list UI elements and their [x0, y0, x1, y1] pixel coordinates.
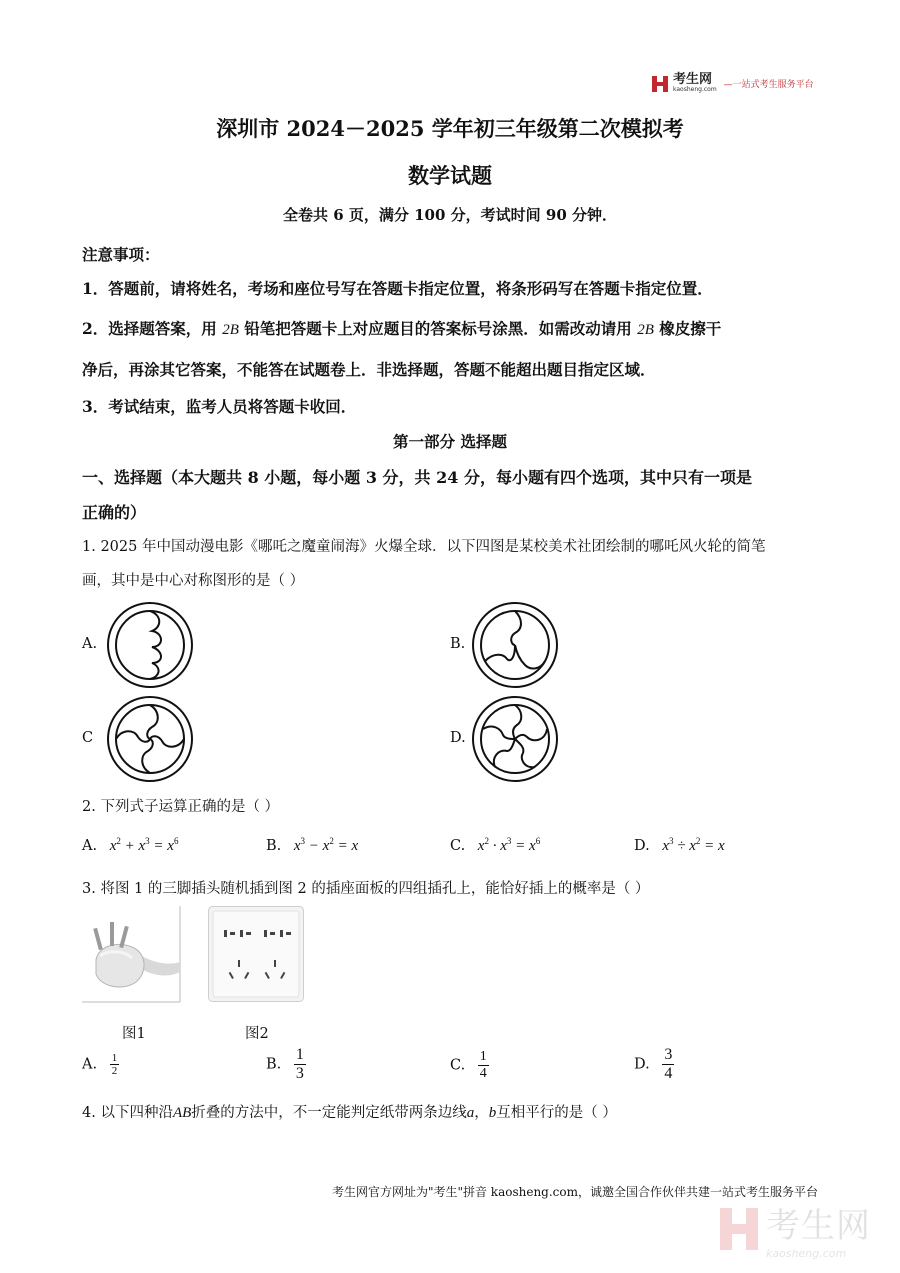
q2-option-c-label: C. [450, 838, 466, 854]
q2-option-a-expr: $x^2 + x^3 = x^6$ [109, 836, 179, 854]
note-2 [82, 317, 721, 339]
q1-option-a-wheel-figure[interactable] [106, 601, 194, 689]
note-2-part-a: 2．选择题答案，用 [82, 319, 217, 338]
notes-heading: 注意事项： [82, 245, 160, 264]
q1-option-b-label[interactable]: B. [450, 636, 466, 652]
q4-stem: 4. 以下四种沿AB折叠的方法中，不一定能判定纸带两条边线a，b互相平行的是（ ） [82, 1105, 617, 1121]
note-2-var-2: 2B [637, 322, 654, 338]
section-heading-2: 正确的） [82, 503, 147, 522]
q4-var-b: b [488, 1105, 497, 1121]
q1-stem-2: 画，其中是中心对称图形的是（ ） [82, 573, 305, 589]
watermark-text: 考生网 [766, 1206, 871, 1246]
q3-option-d[interactable] [634, 1046, 674, 1083]
section-heading: 一、选择题（本大题共 8 小题，每小题 3 分，共 24 分，每小题有四个选项，其中只有一项是 [82, 468, 752, 487]
exam-title: 深圳市 2024－2025 学年初三年级第二次模拟考 [216, 116, 684, 141]
note-2-part-b: 铅笔把答题卡上对应题目的答案标号涂黑．如需改动请用 [244, 319, 632, 338]
q2-option-b[interactable] [266, 836, 358, 855]
q2-option-b-label: B. [266, 838, 282, 854]
q3-figure-2-caption: 图2 [245, 1026, 269, 1042]
part-heading: 第一部分 选择题 [393, 432, 507, 451]
q2-option-c[interactable] [450, 836, 540, 855]
kaosheng-logo[interactable] [651, 74, 814, 93]
q3-option-b-label: B. [266, 1056, 282, 1073]
q3-option-b[interactable] [266, 1046, 306, 1083]
q4-var-a: a [466, 1105, 475, 1121]
q2-option-c-expr: $x^2 \cdot x^3 = x^6$ [477, 836, 541, 854]
q3-option-d-fraction: $\frac{3}{4}$ [664, 1046, 673, 1082]
q2-option-d-label: D. [634, 838, 650, 854]
q3-option-a-label: A. [82, 1056, 98, 1073]
note-2-continued: 净后，再涂其它答案，不能答在试题卷上．非选择题，答题不能超出题目指定区域． [82, 360, 656, 379]
q3-option-c[interactable] [450, 1049, 489, 1082]
q2-option-b-expr: $x^3 - x^2 = x$ [293, 836, 359, 854]
q1-option-c-label[interactable]: C [82, 730, 94, 746]
logo-name: 考生网 [673, 72, 713, 87]
q1-option-b-wheel-figure[interactable] [471, 601, 559, 689]
q3-figure-2-socket-image [208, 906, 304, 1002]
q2-option-a[interactable] [82, 836, 178, 855]
note-1: 1．答题前，请将姓名，考场和座位号写在答题卡指定位置，将条形码写在答题卡指定位置． [82, 279, 713, 298]
note-3: 3．考试结束，监考人员将答题卡收回． [82, 397, 357, 416]
kaosheng-logo-icon [651, 75, 669, 93]
q2-option-d-expr: $x^3 \div x^2 = x$ [662, 836, 725, 854]
q3-option-a-fraction: $\frac{1}{2}$ [111, 1052, 118, 1077]
q1-option-c-wheel-figure[interactable] [106, 695, 194, 783]
watermark [718, 1198, 871, 1260]
q3-option-c-fraction: $\frac{1}{4}$ [479, 1049, 487, 1081]
page-footer: 考生网官方网址为"考生"拼音 kaosheng.com，诚邀全国合作伙伴共建一站式考生服务平台 [331, 1185, 818, 1199]
watermark-domain: kaosheng.com [766, 1247, 847, 1260]
q1-stem-1: 1. 2025 年中国动漫电影《哪吒之魔童闹海》火爆全球．以下四图是某校美术社团绘制的哪吒风火轮的简笔 [82, 539, 766, 555]
q3-stem: 3. 将图 1 的三脚插头随机插到图 2 的插座面板的四组插孔上，能恰好插上的概率是（ ） [82, 881, 650, 897]
watermark-logo-icon [718, 1206, 760, 1252]
note-2-var-1: 2B [222, 322, 239, 338]
q3-figure-1-plug-image [82, 906, 190, 1012]
q1-option-d-wheel-figure[interactable] [471, 695, 559, 783]
logo-domain: kaosheng.com [673, 86, 717, 93]
q2-stem: 2. 下列式子运算正确的是（ ） [82, 799, 280, 815]
note-2-part-c: 橡皮擦干 [659, 319, 722, 338]
exam-info: 全卷共 6 页，满分 100 分，考试时间 90 分钟． [283, 206, 617, 224]
q3-option-a[interactable] [82, 1052, 119, 1077]
q2-option-a-label: A. [82, 838, 98, 854]
logo-tagline: —一站式考生服务平台 [723, 80, 814, 90]
q1-option-d-label[interactable]: D. [450, 730, 466, 746]
q3-figure-1-caption: 图1 [122, 1026, 146, 1042]
q3-option-c-label: C. [450, 1057, 466, 1074]
q2-option-d[interactable] [634, 836, 725, 855]
q3-option-b-fraction: $\frac{1}{3}$ [295, 1046, 304, 1082]
q3-option-d-label: D. [634, 1056, 650, 1073]
q4-var-ab: AB [172, 1105, 192, 1121]
q1-option-a-label[interactable]: A. [82, 636, 98, 652]
subject-title: 数学试题 [408, 163, 492, 188]
